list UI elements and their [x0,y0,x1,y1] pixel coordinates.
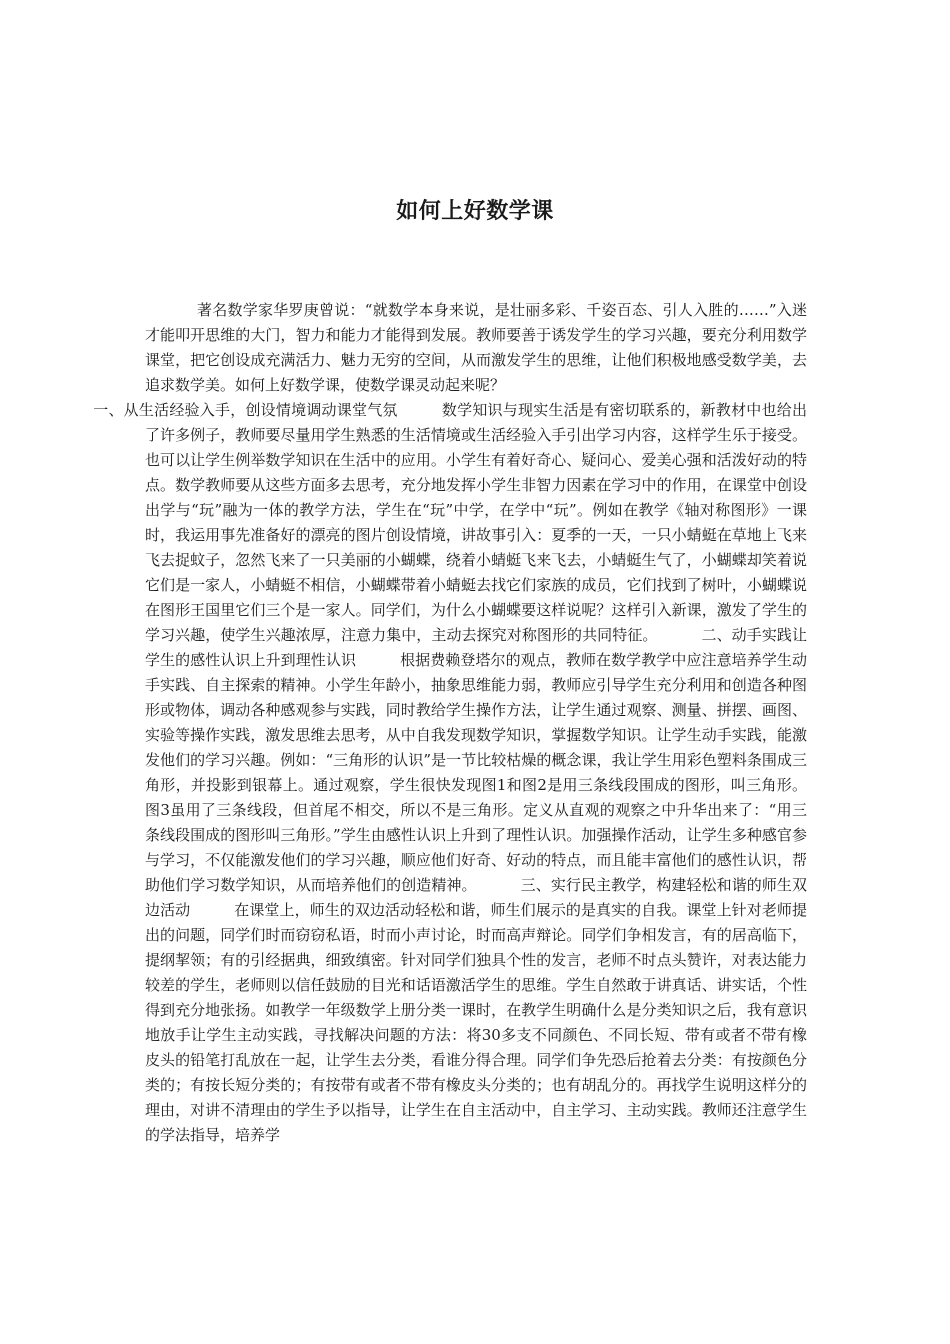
intro-text: 著名数学家华罗庚曾说：“就数学本身来说，是壮丽多彩、千姿百态、引人入胜的……”入迷才能叩开思维的大门，智力和能力才能得到发展。教师要善于诱发学生的学习兴趣，要充分利用数学课堂，把它创设成充满活力、魅力无穷的空间，从而激发学生的思维，让他们积极地感受数学美，去追求数学美。如何上好数学课，使数学课灵动起来呢？ [145,301,807,394]
section-text-3: 在课堂上，师生的双边活动轻松和谐，师生们展示的是真实的自我。课堂上针对老师提出的问题，同学们时而窃窃私语，时而小声讨论，时而高声辩论。同学们争相发言，有的居高临下，提纲挈领；有的引经据典，细致缜密。针对同学们独具个性的发言，老师不时点头赞许，对表达能力较差的学生，老师则以信任鼓励的目光和话语激活学生的思维。学生自然敢于讲真话、讲实话，个性得到充分地张扬。如教学一年级数学上册分类一课时，在教学生明确什么是分类知识之后，我有意识地放手让学生主动实践，寻找解决问题的方法：将30多支不同颜色、不同长短、带有或者不带有橡皮头的铅笔打乱放在一起，让学生去分类，看谁分得合理。同学们争先恐后抢着去分类：有按颜色分类的；有按长短分类的；有按带有或者不带有橡皮头分类的；也有胡乱分的。再找学生说明这样分的理由，对讲不清理由的学生予以指导，让学生在自主活动中，自主学习、主动实践。教师还注意学生的学法指导，培养学 [145,901,807,1144]
section-text-2: 根据费赖登塔尔的观点，教师在数学教学中应注意培养学生动手实践、自主探索的精神。小学生年龄小，抽象思维能力弱，教师应引导学生充分利用和创造各种图形或物体，调动各种感观参与实践，同时教给学生操作方法，让学生通过观察、测量、拼摆、画图、实验等操作实践，激发思维去思考，从中自我发现数学知识，掌握数学知识。让学生动手实践，能激发他们的学习兴趣。例如：“三角形的认识”是一节比较枯燥的概念课，我让学生用彩色塑料条围成三角形，并投影到银幕上。通过观察，学生很快发现图1和图2是用三条线段围成的图形，叫三角形。图3虽用了三条线段，但首尾不相交，所以不是三角形。定义从直观的观察之中升华出来了：“用三条线段围成的图形叫三角形。”学生由感性认识上升到了理性认识。加强操作活动，让学生多种感官参与学习，不仅能激发他们的学习兴趣，顺应他们好奇、好动的特点，而且能丰富他们的感性认识，帮助他们学习数学知识，从而培养他们的创造精神。 [145,651,807,894]
section-heading-3: 三、实行民主教学，构建轻松和谐的师生双边活动 [145,876,807,919]
section-text-1: 数学知识与现实生活是有密切联系的，新教材中也给出了许多例子，教师要尽量用学生熟悉的生活情境或生活经验入手引出学习内容，这样学生乐于接受。也可以让学生例举数学知识在生活中的应用。小学生有着好奇心、疑问心、爱美心强和活泼好动的特点。数学教师要从这些方面多去思考，充分地发挥小学生非智力因素在学习中的作用，在课堂中创设出学与“玩”融为一体的教学方法，学生在“玩”中学，在学中“玩”。例如在教学《轴对称图形》一课时，我运用事先准备好的漂亮的图片创设情境，讲故事引入：夏季的一天，一只小蜻蜓在草地上飞来飞去捉蚊子，忽然飞来了一只美丽的小蝴蝶，绕着小蜻蜓飞来飞去，小蜻蜓生气了，小蝴蝶却笑着说它们是一家人，小蜻蜓不相信，小蝴蝶带着小蜻蜓去找它们家族的成员，它们找到了树叶，小蝴蝶说在图形王国里它们三个是一家人。同学们，为什么小蝴蝶要这样说呢？这样引入新课，激发了学生的学习兴趣，使学生兴趣浓厚，注意力集中，主动去探究对称图形的共同特征。 [145,401,807,644]
document-body [93,298,807,1148]
document-title: 如何上好数学课 [396,199,554,224]
section-heading-1: 一、从生活经验入手，创设情境调动课堂气氛 [93,401,398,419]
body-paragraph [93,298,807,1148]
section-heading-2: 二、动手实践让学生的感性认识上升到理性认识 [145,626,807,669]
